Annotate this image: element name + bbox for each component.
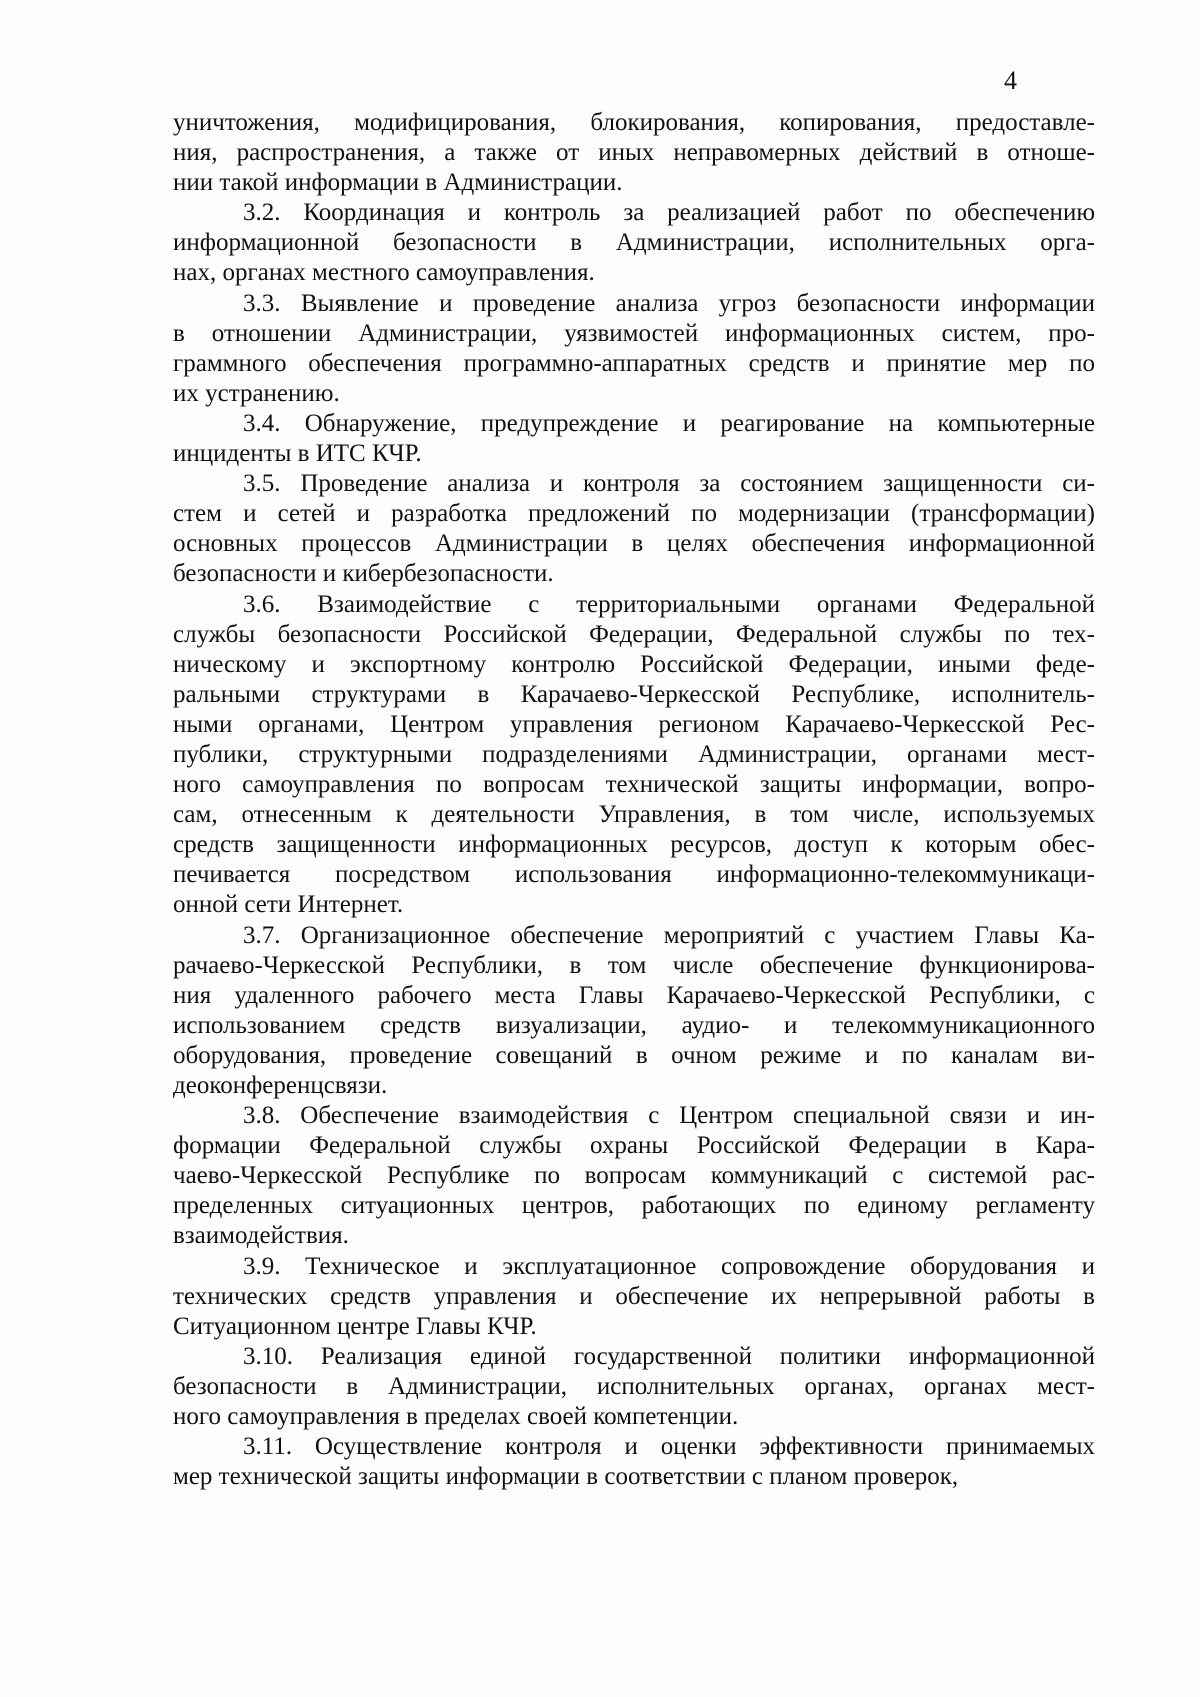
text-line: 3.5. Проведение анализа и контроля за состоянием защищенности си- [243,470,1095,498]
text-line: ральными структурами в Карачаево-Черкесской Республике, исполнитель- [173,680,1095,708]
text-line: ния, распространения, а также от иных неправомерных действий в отноше- [173,139,1095,167]
text-line: формации Федеральной службы охраны Российской Федерации в Кара- [173,1132,1095,1160]
text-line: 3.4. Обнаружение, предупреждение и реагирование на компьютерные [243,409,1095,437]
text-line: 3.10. Реализация единой государственной политики информационной [243,1342,1095,1370]
text-line: сам, отнесенным к деятельности Управления, в том числе, используемых [173,801,1095,829]
text-line: использованием средств визуализации, аудио- и телекоммуникационного [173,1011,1095,1039]
text-line: уничтожения, модифицирования, блокирования, копирования, предоставле- [173,109,1095,136]
text-line: печивается посредством использования информационно-телекоммуникаци- [173,861,1095,889]
text-line: онной сети Интернет. [173,891,404,919]
body-text [173,108,1095,1492]
text-line: публики, структурными подразделениями Администрации, органами мест- [173,740,1095,768]
text-line: нах, органах местного самоуправления. [173,259,595,287]
text-line: оборудования, проведение совещаний в очном режиме и по каналам ви- [173,1041,1095,1069]
text-line: стем и сетей и разработка предложений по модернизации (трансформации) [173,500,1095,528]
text-line: ническому и экспортному контролю Российской Федерации, иными феде- [173,650,1095,678]
text-line: пределенных ситуационных центров, работающих по единому регламенту [173,1192,1095,1220]
text-line: 3.8. Обеспечение взаимодействия с Центром специальной связи и ин- [243,1102,1095,1130]
text-line: в отношении Администрации, уязвимостей информационных систем, про- [173,319,1095,347]
paragraph-3-4 [173,409,1095,469]
text-line: деоконференцсвязи. [173,1072,388,1099]
text-line: безопасности и кибербезопасности. [173,560,554,588]
text-line: 3.3. Выявление и проведение анализа угроз безопасности информации [243,289,1095,317]
text-line: 3.2. Координация и контроль за реализацией работ по обеспечению [243,199,1095,227]
text-line: информационной безопасности в Администрации, исполнительных орга- [173,229,1095,257]
text-line: ного самоуправления по вопросам технической защиты информации, вопро- [173,771,1095,799]
paragraph-3-7 [173,921,1095,1102]
text-line: нии такой информации в Администрации. [173,169,623,197]
text-line: 3.7. Организационное обеспечение мероприятий с участием Главы Ка- [243,921,1095,949]
paragraph-continuation [173,108,1095,198]
paragraph-3-8 [173,1101,1095,1251]
text-line: 3.11. Осуществление контроля и оценки эффективности принимаемых [243,1433,1095,1461]
text-line: мер технической защиты информации в соответствии с планом проверок, [173,1463,959,1491]
text-line: ного самоуправления в пределах своей компетенции. [173,1403,739,1431]
paragraph-3-11 [173,1432,1095,1492]
text-line: рачаево-Черкесской Республики, в том числе обеспечение функционирова- [173,951,1095,979]
text-line: граммного обеспечения программно-аппаратных средств и принятие мер по [173,349,1095,377]
text-line: 3.9. Техническое и эксплуатационное сопровождение оборудования и [243,1252,1095,1280]
text-line: взаимодействия. [173,1222,349,1250]
paragraph-3-5 [173,469,1095,589]
text-line: 3.6. Взаимодействие с территориальными органами Федеральной [243,590,1095,618]
text-line: безопасности в Администрации, исполнительных органах, органах мест- [173,1372,1095,1400]
text-line: чаево-Черкесской Республике по вопросам коммуникаций с системой рас- [173,1162,1095,1190]
text-line: их устранению. [173,379,340,407]
text-line: технических средств управления и обеспечение их непрерывной работы в [173,1282,1095,1310]
paragraph-3-3 [173,289,1095,409]
paragraph-3-2 [173,198,1095,288]
page-number: 4 [1004,66,1017,95]
text-line: инциденты в ИТС КЧР. [173,440,422,468]
text-line: основных процессов Администрации в целях обеспечения информационной [173,530,1095,558]
text-line: службы безопасности Российской Федерации, Федеральной службы по тех- [173,620,1095,648]
paragraph-3-9 [173,1252,1095,1342]
text-line: Ситуационном центре Главы КЧР. [173,1312,537,1340]
text-line: ными органами, Центром управления регионом Карачаево-Черкесской Рес- [173,710,1095,738]
text-line: средств защищенности информационных ресурсов, доступ к которым обес- [173,831,1095,859]
paragraph-3-6 [173,590,1095,921]
text-line: ния удаленного рабочего места Главы Карачаево-Черкесской Республики, с [173,981,1095,1009]
paragraph-3-10 [173,1342,1095,1432]
